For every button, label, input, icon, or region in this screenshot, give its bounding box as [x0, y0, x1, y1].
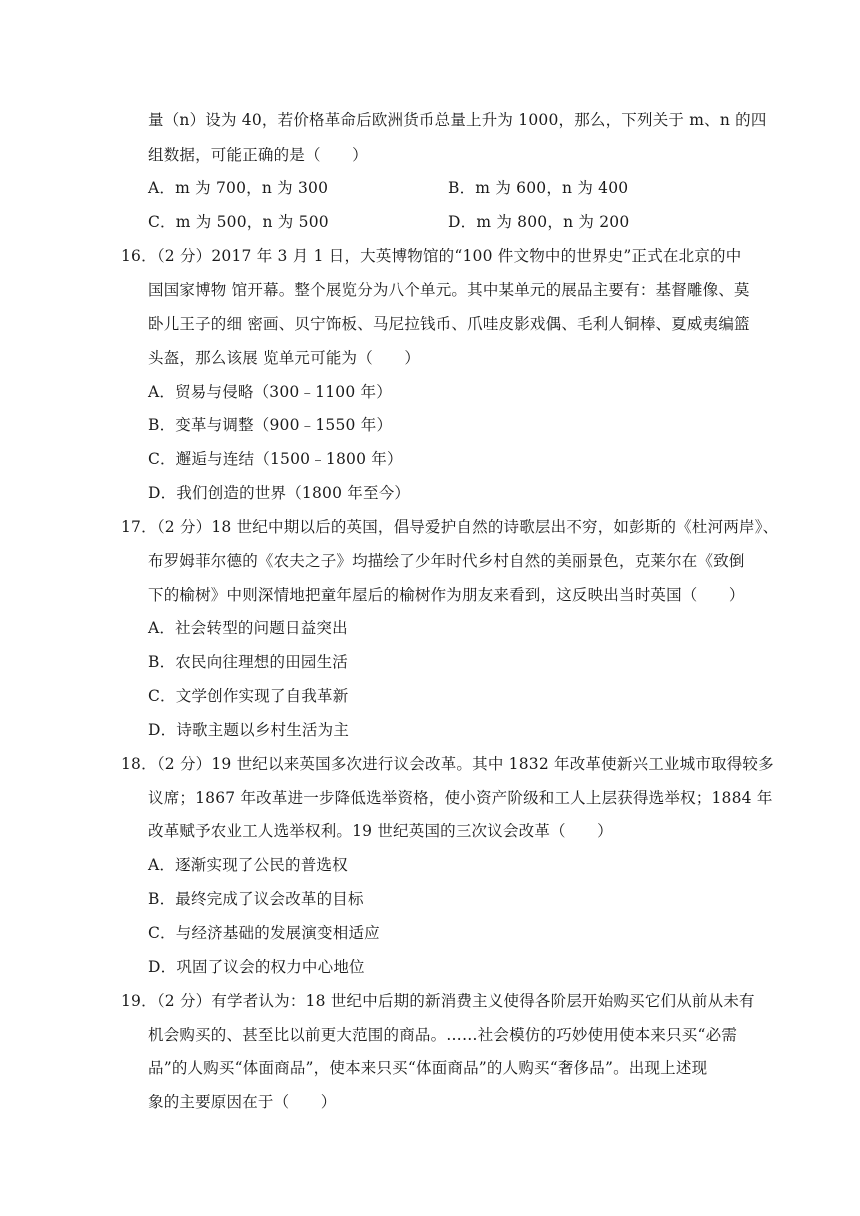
q15-option-d: D．m 为 800，n 为 200	[448, 213, 630, 231]
q16-text-line-4: 头盔，那么该展 览单元可能为（ ）	[148, 349, 421, 367]
q16-option-c: C．邂逅与连结（1500﹣1800 年）	[148, 450, 403, 468]
q18-option-b: B．最终完成了议会改革的目标	[148, 890, 364, 908]
q17-option-a: A．社会转型的问题日益突出	[148, 619, 348, 637]
q17-text-line-1: 17．（2 分）18 世纪中期以后的英国，倡导爱护自然的诗歌层出不穷，如彭斯的《杜河两岸》、	[121, 518, 779, 536]
q17-option-c: C．文学创作实现了自我革新	[148, 687, 349, 705]
q18-option-a: A．逐渐实现了公民的普选权	[148, 856, 348, 874]
q15-option-c: C．m 为 500，n 为 500	[148, 213, 329, 231]
q19-text-line-4: 象的主要原因在于（ ）	[148, 1093, 337, 1111]
q19-text-line-3: 品”的人购买“体面商品”，使本来只买“体面商品”的人购买“奢侈品”。出现上述现	[148, 1059, 708, 1077]
q17-text-line-2: 布罗姆菲尔德的《农夫之子》均描绘了少年时代乡村自然的美丽景色，克莱尔在《致倒	[148, 552, 745, 570]
q18-text-line-2: 议席；1867 年改革进一步降低选举资格，使小资产阶级和工人上层获得选举权；1884 年	[148, 789, 773, 807]
q17-text-line-3: 下的榆树》中则深情地把童年屋后的榆树作为朋友来看到，这反映出当时英国（ ）	[148, 586, 745, 604]
q18-option-c: C．与经济基础的发展演变相适应	[148, 924, 380, 942]
q15-text-line-1: 量（n）设为 40，若价格革命后欧洲货币总量上升为 1000，那么，下列关于 m、n 的四	[148, 111, 767, 129]
q16-option-d: D．我们创造的世界（1800 年至今）	[148, 484, 411, 502]
q16-option-a: A．贸易与侵略（300﹣1100 年）	[148, 383, 392, 401]
q15-text-line-2: 组数据，可能正确的是（ ）	[148, 146, 368, 164]
q19-text-line-2: 机会购买的、甚至比以前更大范围的商品。……社会模仿的巧妙使用使本来只买“必需	[148, 1026, 738, 1044]
q18-text-line-3: 改革赋予农业工人选举权利。19 世纪英国的三次议会改革（ ）	[148, 822, 613, 840]
q15-option-b: B．m 为 600，n 为 400	[448, 179, 629, 197]
q15-option-a: A．m 为 700，n 为 300	[148, 179, 329, 197]
q16-option-b: B．变革与调整（900﹣1550 年）	[148, 416, 393, 434]
q17-option-d: D．诗歌主题以乡村生活为主	[148, 721, 350, 739]
q19-text-line-1: 19．（2 分）有学者认为：18 世纪中后期的新消费主义使得各阶层开始购买它们从前从未有	[121, 992, 755, 1010]
q16-text-line-2: 国国家博物 馆开幕。整个展览分为八个单元。其中某单元的展品主要有：基督雕像、莫	[148, 281, 750, 299]
q18-text-line-1: 18．（2 分）19 世纪以来英国多次进行议会改革。其中 1832 年改革使新兴工业城市取得较多	[121, 755, 774, 773]
q18-option-d: D．巩固了议会的权力中心地位	[148, 958, 365, 976]
q16-text-line-1: 16．（2 分）2017 年 3 月 1 日，大英博物馆的“100 件文物中的世界史”正式在北京的中	[121, 247, 742, 265]
q16-text-line-3: 卧儿王子的细 密画、贝宁饰板、马尼拉钱币、爪哇皮影戏偶、毛利人铜棒、夏威夷编篮	[148, 315, 750, 333]
q17-option-b: B．农民向往理想的田园生活	[148, 653, 348, 671]
